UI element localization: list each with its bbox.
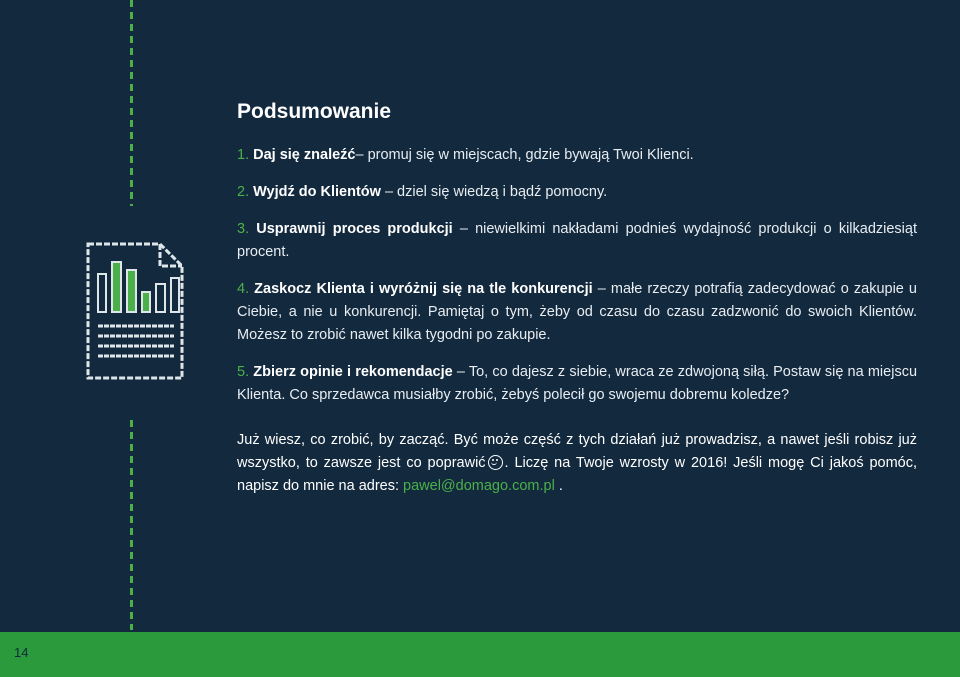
closing-text-3: . <box>554 478 563 494</box>
list-item <box>237 278 917 347</box>
email-link[interactable]: pawel@domago.com.pl <box>403 478 555 494</box>
page-title: Podsumowanie <box>237 100 392 123</box>
item-number: 4. <box>237 281 250 297</box>
list-item <box>237 144 917 167</box>
item-heading: Usprawnij proces produkcji <box>256 221 453 237</box>
page-number: 14 <box>14 645 29 660</box>
summary-content <box>237 100 917 513</box>
item-number: 1. <box>237 147 250 163</box>
item-text: – promuj się w miejscach, gdzie bywają Twoi Klienci. <box>355 147 694 163</box>
decorative-dashed-line-top <box>130 0 133 206</box>
item-heading: Daj się znaleźć <box>253 147 356 163</box>
list-item <box>237 181 917 204</box>
item-text: – dziel się wiedzą i bądź pomocny. <box>380 184 608 200</box>
document-chart-icon <box>84 240 186 382</box>
item-text: – niewielkimi nakładami podnieś wydajność produkcji o kilkadziesiąt procent. <box>237 221 917 260</box>
closing-text-2: . Liczę na Twoje wzrosty w 2016! Jeśli mogę Ci jakoś pomóc, napisz do mnie na adres: <box>237 455 917 494</box>
list-item <box>237 218 917 264</box>
item-heading: Wyjdź do Klientów <box>253 184 381 200</box>
smiley-icon <box>488 455 503 470</box>
item-number: 2. <box>237 184 250 200</box>
item-number: 3. <box>237 221 250 237</box>
closing-text-1: Już wiesz, co zrobić, by zacząć. Być może część z tych działań już prowadzisz, a nawet jeśli robisz już wszystko, to zawsze jest co poprawić <box>237 432 917 471</box>
item-heading: Zbierz opinie i rekomendacje <box>253 364 453 380</box>
list-item <box>237 361 917 407</box>
decorative-dashed-line-bottom <box>130 420 133 630</box>
item-text: – małe rzeczy potrafią zadecydować o zakupie u Ciebie, a nie u konkurencji. Pamiętaj o tym, żeby od czasu do czasu zadzwonić do swoich Klientów. Możesz to zrobić nawet kilka tygodni po zakupie. <box>237 281 917 343</box>
item-number: 5. <box>237 364 250 380</box>
footer-bar <box>0 632 960 677</box>
item-heading: Zaskocz Klienta i wyróżnij się na tle konkurencji <box>254 281 593 297</box>
closing-paragraph <box>237 429 917 498</box>
item-text: – To, co dajesz z siebie, wraca ze zdwojoną siłą. Postaw się na miejscu Klienta. Co sprzedawca musiałby zrobić, żebyś polecił go swojemu dobremu koledze? <box>237 364 918 403</box>
